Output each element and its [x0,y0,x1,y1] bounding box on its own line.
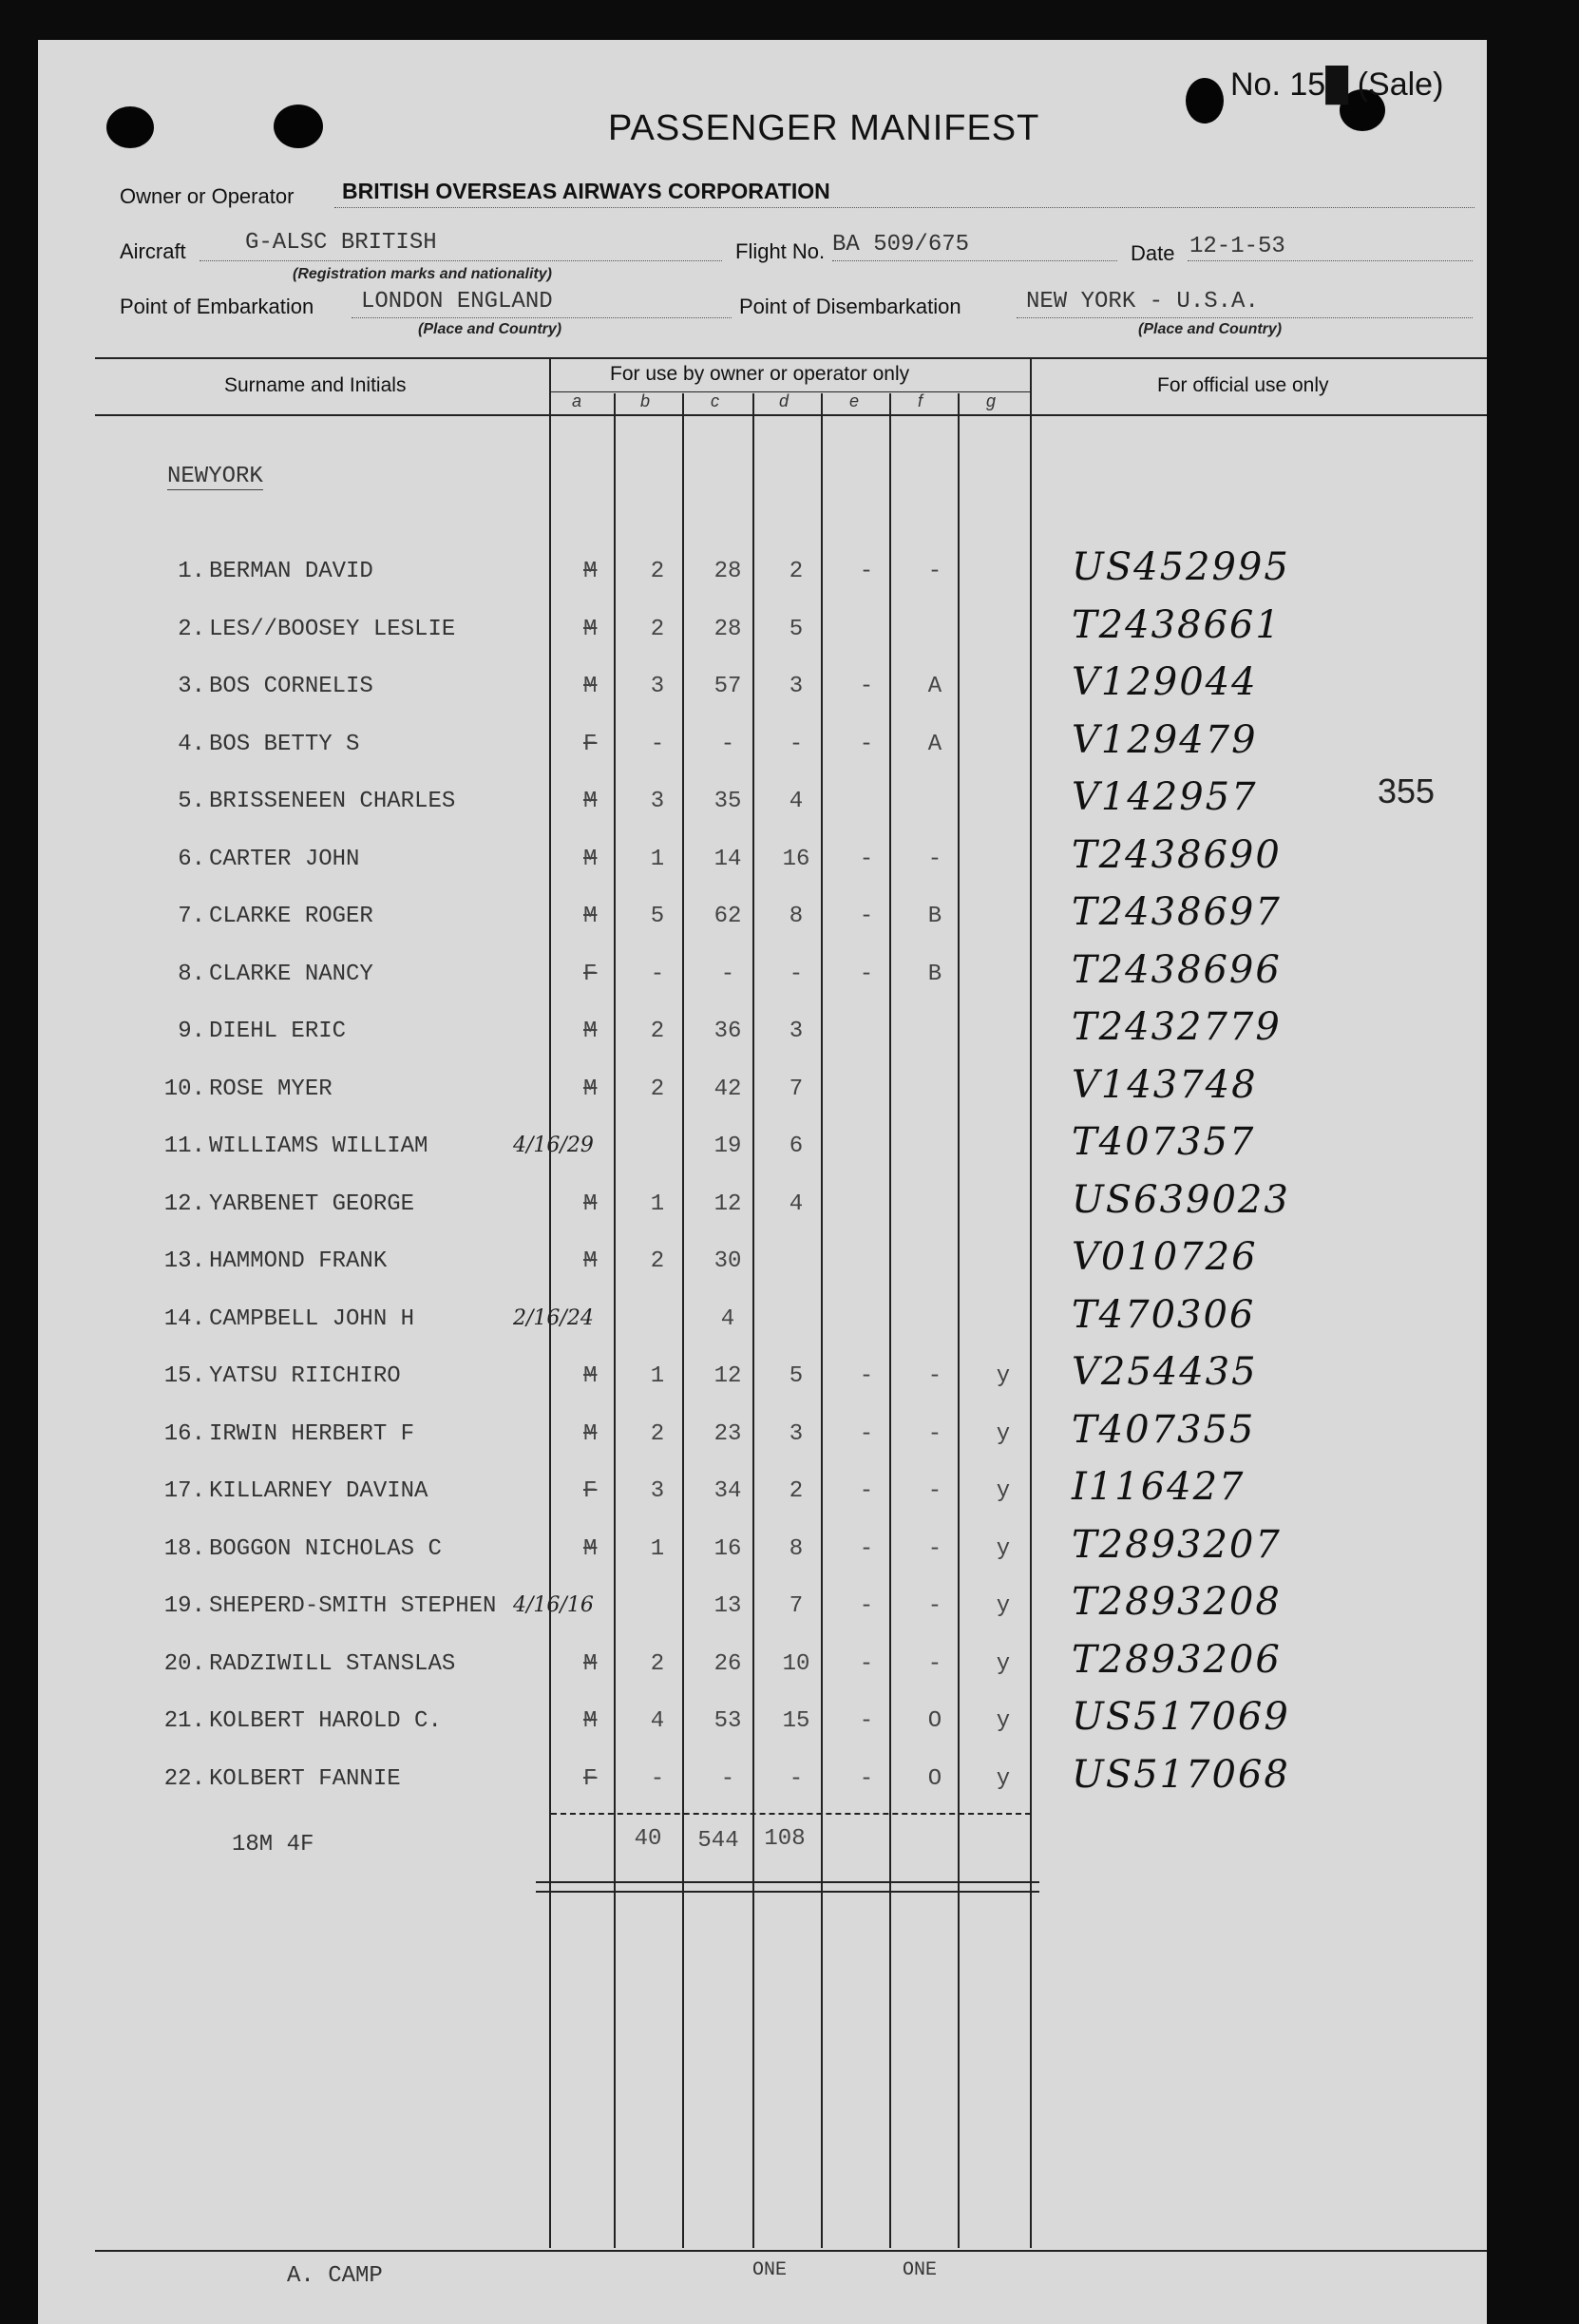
passenger-name: BERMAN DAVID [209,559,373,584]
cell-d: 3 [789,674,804,699]
totals-label: 18M 4F [232,1832,314,1857]
passenger-name: BOGGON NICHOLAS C [209,1536,442,1562]
cell-b: 1 [650,1191,665,1217]
passenger-name: KOLBERT FANNIE [209,1766,401,1792]
cell-d: 4 [789,1191,804,1217]
aircraft-value: G-ALSC BRITISH [245,230,437,256]
passenger-name: RADZIWILL STANSLAS [209,1651,456,1677]
totals-d: 108 [764,1826,806,1852]
official-number: V254435 [1072,1350,1258,1394]
passenger-name: DIEHL ERIC [209,1019,347,1044]
cell-f: B [927,904,942,929]
official-number: T407357 [1072,1120,1256,1164]
cell-c: 14 [713,847,742,872]
cell-c: 16 [713,1536,742,1562]
cell-e: - [859,962,874,987]
date-line [1188,260,1473,261]
passenger-name: CAMPBELL JOHN H [209,1306,415,1332]
passenger-name: KILLARNEY DAVINA [209,1478,428,1504]
subcol-b: b [640,391,651,410]
cell-e: - [859,1766,874,1792]
row-number: 5. [178,789,205,814]
col-rule-g [1030,357,1032,2248]
row-number: 14. [163,1306,205,1332]
owner-subheader-rule [551,391,1031,392]
embark-value: LONDON ENGLAND [361,289,553,314]
row-number: 6. [178,847,205,872]
subcol-d: d [779,391,790,410]
cell-b: 1 [650,1536,665,1562]
cell-a: M [583,1248,598,1274]
official-number: T2438697 [1072,890,1282,934]
cell-g: y [996,1708,1011,1734]
cell-f: O [927,1766,942,1792]
aircraft-line [200,260,722,261]
passenger-name: CLARKE NANCY [209,962,373,987]
cell-e: - [859,904,874,929]
cell-c: 35 [713,789,742,814]
cell-f: - [927,1478,942,1504]
punch-hole-center [274,105,323,148]
official-number: T2432779 [1072,1005,1282,1049]
official-number: T407355 [1072,1408,1256,1452]
cell-d: 3 [789,1421,804,1447]
cell-g: y [996,1478,1011,1504]
cell-a: M [583,1421,598,1447]
date-value: 12-1-53 [1189,234,1285,259]
punch-hole-left [106,106,154,148]
cell-c: 12 [713,1191,742,1217]
cell-c: 62 [713,904,742,929]
cell-f: - [927,1651,942,1677]
official-number: US639023 [1072,1178,1290,1222]
row-number: 8. [178,962,205,987]
cell-b: 2 [650,559,665,584]
cell-c: 12 [713,1363,742,1389]
prepared-by: A. CAMP [287,2263,383,2289]
subcol-c: c [711,391,719,410]
cell-d: - [789,732,804,757]
cell-d: 4 [789,789,804,814]
cell-d: 8 [789,904,804,929]
cell-d: 2 [789,559,804,584]
cell-c: 53 [713,1708,742,1734]
cell-c: 26 [713,1651,742,1677]
totals-b: 40 [634,1826,662,1852]
subcol-a: a [572,391,582,410]
row-number: 7. [178,904,205,929]
count-one-b: ONE [903,2259,938,2281]
official-number: US452995 [1072,545,1290,589]
flight-label: Flight No. [735,239,826,263]
col-rule-f [958,393,960,2248]
cell-c: - [720,732,735,757]
cell-c: 36 [713,1019,742,1044]
cell-d: - [789,1766,804,1792]
row-number: 15. [163,1363,205,1389]
row-number: 2. [178,617,205,642]
totals-rule-2 [536,1891,1039,1893]
cell-f: O [927,1708,942,1734]
passenger-name: KOLBERT HAROLD C. [209,1708,442,1734]
row-number: 4. [178,732,205,757]
cell-d: 3 [789,1019,804,1044]
cell-c: 30 [713,1248,742,1274]
cell-a: 4/16/29 [513,1133,594,1157]
row-number: 17. [163,1478,205,1504]
cell-c: - [720,962,735,987]
cell-b: 2 [650,1076,665,1102]
passenger-name: SHEPERD-SMITH STEPHEN [209,1593,497,1619]
disembark-note: (Place and Country) [1138,321,1283,337]
official-number: V143748 [1072,1063,1258,1107]
cell-a: M [583,674,598,699]
cell-f: A [927,732,942,757]
col-rule-e [889,393,891,2248]
col-owner-header: For use by owner or operator only [610,363,910,385]
passenger-name: BOS CORNELIS [209,674,373,699]
embark-line [352,317,732,318]
official-number: T2893207 [1072,1523,1282,1567]
section-label: NEWYORK [167,464,263,489]
row-number: 21. [163,1708,205,1734]
row-number: 1. [178,559,205,584]
cell-e: - [859,847,874,872]
cell-a: F [583,962,598,987]
col-official-header: For official use only [1157,374,1329,396]
col-rule-name [549,357,551,2248]
totals-c: 544 [697,1828,739,1854]
cell-a: 2/16/24 [513,1306,594,1330]
cell-g: y [996,1766,1011,1792]
cell-c: 28 [713,559,742,584]
cell-f: - [927,1363,942,1389]
row-number: 13. [163,1248,205,1274]
embark-label: Point of Embarkation [120,295,314,318]
cell-f: - [927,847,942,872]
passenger-name: ROSE MYER [209,1076,333,1102]
cell-f: - [927,559,942,584]
passenger-name: LES//BOOSEY LESLIE [209,617,456,642]
row-number: 3. [178,674,205,699]
cell-e: - [859,1593,874,1619]
cell-c: 28 [713,617,742,642]
passenger-name: HAMMOND FRANK [209,1248,388,1274]
passenger-name: YARBENET GEORGE [209,1191,415,1217]
cell-d: 15 [782,1708,810,1734]
cell-f: - [927,1421,942,1447]
cell-c: 19 [713,1133,742,1159]
cell-a: M [583,789,598,814]
subcol-f: f [918,391,923,410]
aircraft-note: (Registration marks and nationality) [293,266,552,282]
cell-b: 3 [650,1478,665,1504]
cell-c: 4 [720,1306,735,1332]
manifest-page [38,40,1487,2324]
cell-b: 2 [650,1019,665,1044]
col-name-header: Surname and Initials [224,374,407,396]
cell-f: - [927,1536,942,1562]
cell-f: B [927,962,942,987]
passenger-name: IRWIN HERBERT F [209,1421,415,1447]
totals-rule-1 [536,1881,1039,1883]
col-rule-d [821,393,823,2248]
side-number: 355 [1378,771,1436,810]
cell-d: 5 [789,1363,804,1389]
cell-d: 5 [789,617,804,642]
cell-g: y [996,1651,1011,1677]
official-number: T2438690 [1072,833,1282,877]
cell-c: - [720,1766,735,1792]
table-top-rule [95,357,1487,359]
cell-a: M [583,559,598,584]
cell-a: M [583,1651,598,1677]
cell-c: 34 [713,1478,742,1504]
cell-e: - [859,732,874,757]
cell-a: M [583,1708,598,1734]
cell-g: y [996,1421,1011,1447]
cell-b: 1 [650,847,665,872]
cell-e: - [859,559,874,584]
official-number: T470306 [1072,1293,1256,1337]
passenger-name: YATSU RIICHIRO [209,1363,401,1389]
cell-a: M [583,1363,598,1389]
passenger-name: CARTER JOHN [209,847,360,872]
cell-b: 3 [650,789,665,814]
cell-b: - [650,732,665,757]
row-number: 10. [163,1076,205,1102]
disembark-value: NEW YORK - U.S.A. [1026,289,1259,314]
bottom-rule [95,2250,1487,2252]
official-number: T2893208 [1072,1580,1282,1624]
cell-d: 7 [789,1593,804,1619]
row-number: 16. [163,1421,205,1447]
col-rule-b [682,393,684,2248]
cell-a: F [583,732,598,757]
cell-d: 16 [782,847,810,872]
row-number: 11. [163,1133,205,1159]
row-number: 9. [178,1019,205,1044]
cell-b: 5 [650,904,665,929]
passenger-name: WILLIAMS WILLIAM [209,1133,428,1159]
cell-g: y [996,1593,1011,1619]
cell-b: 2 [650,1248,665,1274]
flight-line [832,260,1117,261]
cell-e: - [859,674,874,699]
official-number: V129044 [1072,660,1258,704]
cell-e: - [859,1651,874,1677]
cell-d: 2 [789,1478,804,1504]
official-number: T2438696 [1072,948,1282,992]
official-number: V129479 [1072,718,1258,762]
row-number: 18. [163,1536,205,1562]
official-number: V142957 [1072,775,1258,819]
passenger-name: BOS BETTY S [209,732,360,757]
cell-g: y [996,1536,1011,1562]
owner-label: Owner or Operator [120,184,295,208]
col-rule-a [614,393,616,2248]
official-number: I116427 [1072,1465,1246,1509]
ink-mark [1186,78,1224,124]
owner-value: BRITISH OVERSEAS AIRWAYS CORPORATION [342,179,830,203]
cell-c: 57 [713,674,742,699]
cell-g: y [996,1363,1011,1389]
cell-a: M [583,1536,598,1562]
disembark-line [1017,317,1473,318]
owner-line [334,207,1474,208]
date-label: Date [1131,241,1175,265]
cell-f: A [927,674,942,699]
cell-a: M [583,847,598,872]
cell-e: - [859,1478,874,1504]
cell-a: M [583,1019,598,1044]
cell-a: F [583,1478,598,1504]
cell-d: - [789,962,804,987]
cell-b: - [650,1766,665,1792]
cell-d: 8 [789,1536,804,1562]
official-number: T2893206 [1072,1638,1282,1682]
aircraft-label: Aircraft [120,239,186,263]
cell-b: 1 [650,1363,665,1389]
totals-top-rule [551,1813,1031,1815]
row-number: 20. [163,1651,205,1677]
cell-a: 4/16/16 [513,1593,594,1617]
official-number: T2438661 [1072,603,1282,647]
cell-a: M [583,1076,598,1102]
cell-a: M [583,617,598,642]
cell-e: - [859,1536,874,1562]
cell-c: 42 [713,1076,742,1102]
cell-b: 2 [650,1421,665,1447]
cell-c: 13 [713,1593,742,1619]
cell-e: - [859,1421,874,1447]
official-number: V010726 [1072,1235,1258,1279]
cell-d: 6 [789,1133,804,1159]
page-title: PASSENGER MANIFEST [608,108,1040,148]
cell-b: 2 [650,617,665,642]
cell-a: F [583,1766,598,1792]
cell-a: M [583,1191,598,1217]
cell-a: M [583,904,598,929]
cell-d: 10 [782,1651,810,1677]
row-number: 22. [163,1766,205,1792]
table-header-rule [95,414,1487,416]
passenger-name: CLARKE ROGER [209,904,373,929]
cell-c: 23 [713,1421,742,1447]
cell-b: 3 [650,674,665,699]
count-one-a: ONE [752,2259,788,2281]
official-number: US517068 [1072,1753,1290,1797]
cell-b: - [650,962,665,987]
embark-note: (Place and Country) [418,321,562,337]
row-number: 12. [163,1191,205,1217]
official-number: US517069 [1072,1695,1290,1739]
subcol-g: g [986,391,997,410]
disembark-label: Point of Disembarkation [739,295,961,318]
passenger-name: BRISSENEEN CHARLES [209,789,456,814]
cell-d: 7 [789,1076,804,1102]
cell-b: 4 [650,1708,665,1734]
cell-b: 2 [650,1651,665,1677]
row-number: 19. [163,1593,205,1619]
subcol-e: e [849,391,860,410]
flight-value: BA 509/675 [832,232,970,257]
cell-e: - [859,1363,874,1389]
cell-f: - [927,1593,942,1619]
cell-e: - [859,1708,874,1734]
document-number: No. 15█ (Sale) [1230,67,1444,103]
